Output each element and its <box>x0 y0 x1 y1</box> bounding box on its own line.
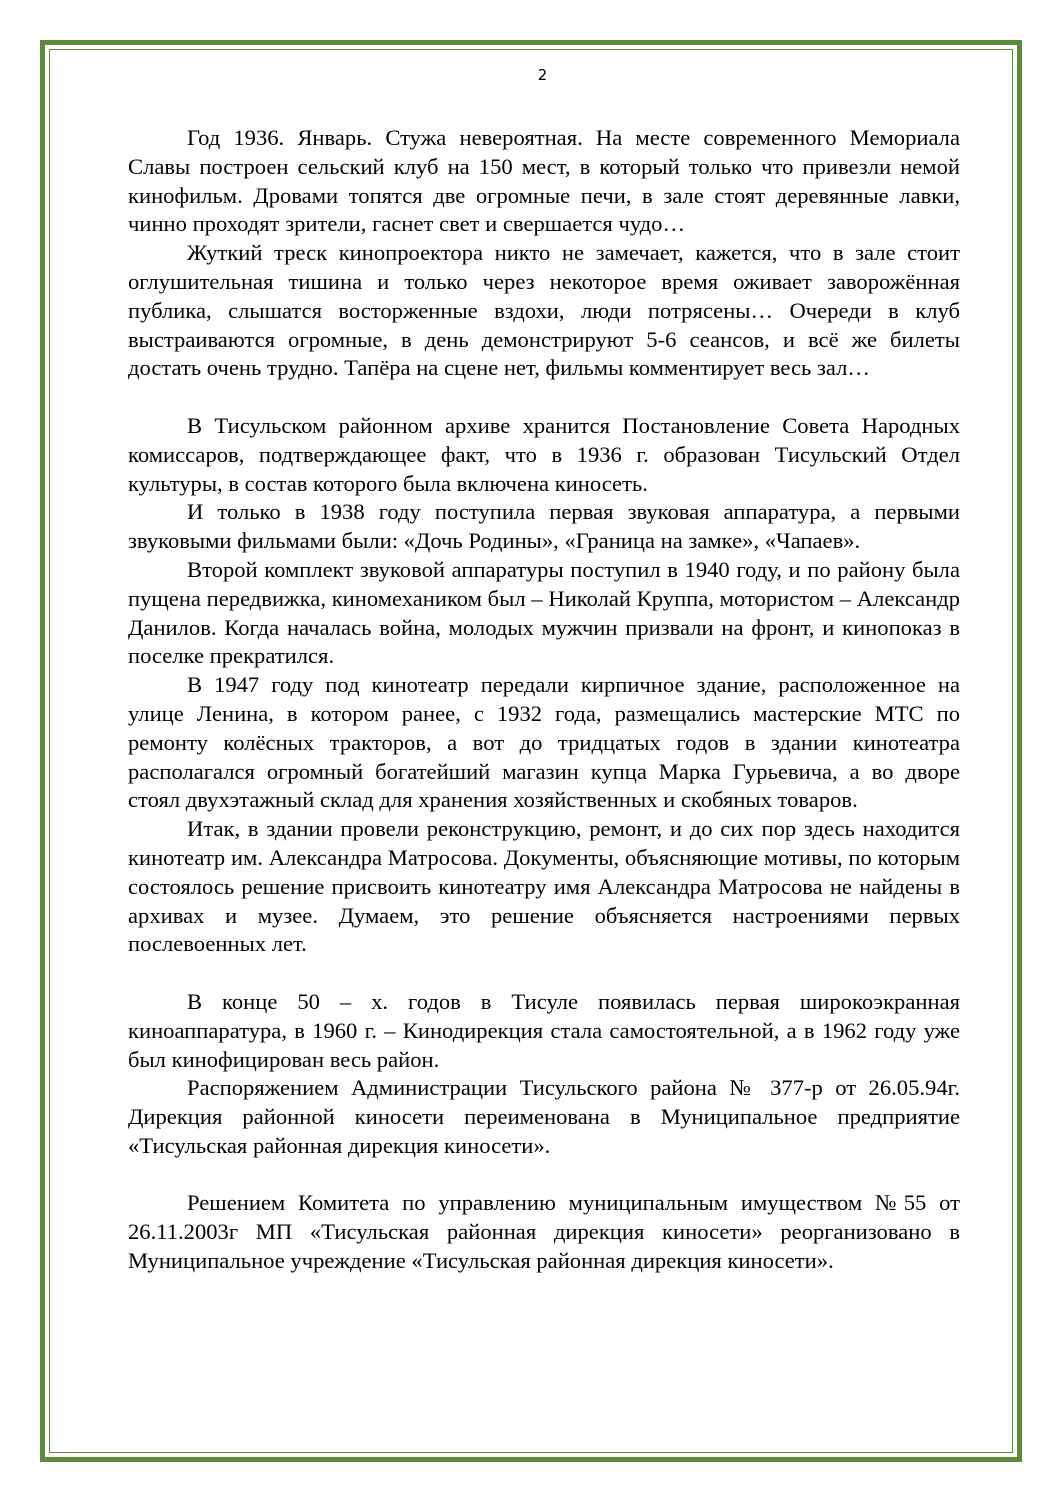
paragraph-9: Распоряжением Администрации Тисульского района № 377-р от 26.05.94г. Дирекция районной киносети переименована в Муниципальное предприятие «Тисульская районная дирекция киносети». <box>128 1075 960 1158</box>
paragraph-6: В 1947 году под кинотеатр передали кирпичное здание, расположенное на улице Ленина, в котором ранее, с 1932 года, размещались мастерские МТС по ремонту колёсных тракторов, а вот до тридцатых годов в здании кинотеатра располагался огромный богатейший магазин купца Марка Гурьевича, а во дворе стоял двухэтажный склад для хранения хозяйственных и скобяных товаров. <box>128 672 960 813</box>
document-body <box>128 124 960 1276</box>
paragraph-8: В конце 50 – х. годов в Тисуле появилась первая широкоэкранная киноаппаратура, в 1960 г. – Кинодирекция стала самостоятельной, а в 1962 году уже был кинофицирован весь район. <box>128 988 960 1072</box>
paragraph-4: И только в 1938 году поступила первая звуковая аппаратура, а первыми звуковыми фильмами были: «Дочь Родины», «Граница на замке», «Чапаев». <box>128 499 960 554</box>
paragraph-7: Итак, в здании провели реконструкцию, ремонт, и до сих пор здесь находится кинотеатр им. Александра Матросова. Документы, объясняющие мотивы, по которым состоялось решение присвоить кинотеатру имя Александра Матросова не найдены в архивах и музее. Думаем, это решение объясняется настроениями первых послевоенных лет. <box>128 816 960 957</box>
paragraph-1: Год 1936. Январь. Стужа невероятная. На месте современного Мемориала Славы построен сельский клуб на 150 мест, в который только что привезли немой кинофильм. Дровами топятся две огромные печи, в зале стоят деревянные лавки, чинно проходят зрители, гаснет свет и свершается чудо… <box>128 125 960 237</box>
page-number: 2 <box>537 66 548 84</box>
paragraph-3: В Тисульском районном архиве хранится Постановление Совета Народных комиссаров, подтверждающее факт, что в 1936 г. образован Тисульский Отдел культуры, в состав которого была включена киносеть. <box>128 412 960 496</box>
paragraph-5: Второй комплект звуковой аппаратуры поступил в 1940 году, и по району была пущена передвижка, киномехаником был – Николай Круппа, мотористом – Александр Данилов. Когда началась война, молодых мужчин призвали на фронт, и кинопоказ в поселке прекратился. <box>128 556 960 669</box>
paragraph-10: Решением Комитета по управлению муниципальным имуществом №55 от 26.11.2003г МП «Тисульская районная дирекция киносети» реорганизовано в Муниципальное учреждение «Тисульская районная дирекция киносети». <box>128 1190 960 1274</box>
paragraph-2: Жуткий треск кинопроектора никто не замечает, кажется, что в зале стоит оглушительная тишина и только через некоторое время оживает заворожённая публика, слышатся восторженные вздохи, люди потрясены… Очереди в клуб выстраиваются огромные, в день демонстрируют 5-6 сеансов, и всё же билеты достать очень трудно. Тапёра на сцене нет, фильмы комментирует весь зал… <box>128 240 960 381</box>
